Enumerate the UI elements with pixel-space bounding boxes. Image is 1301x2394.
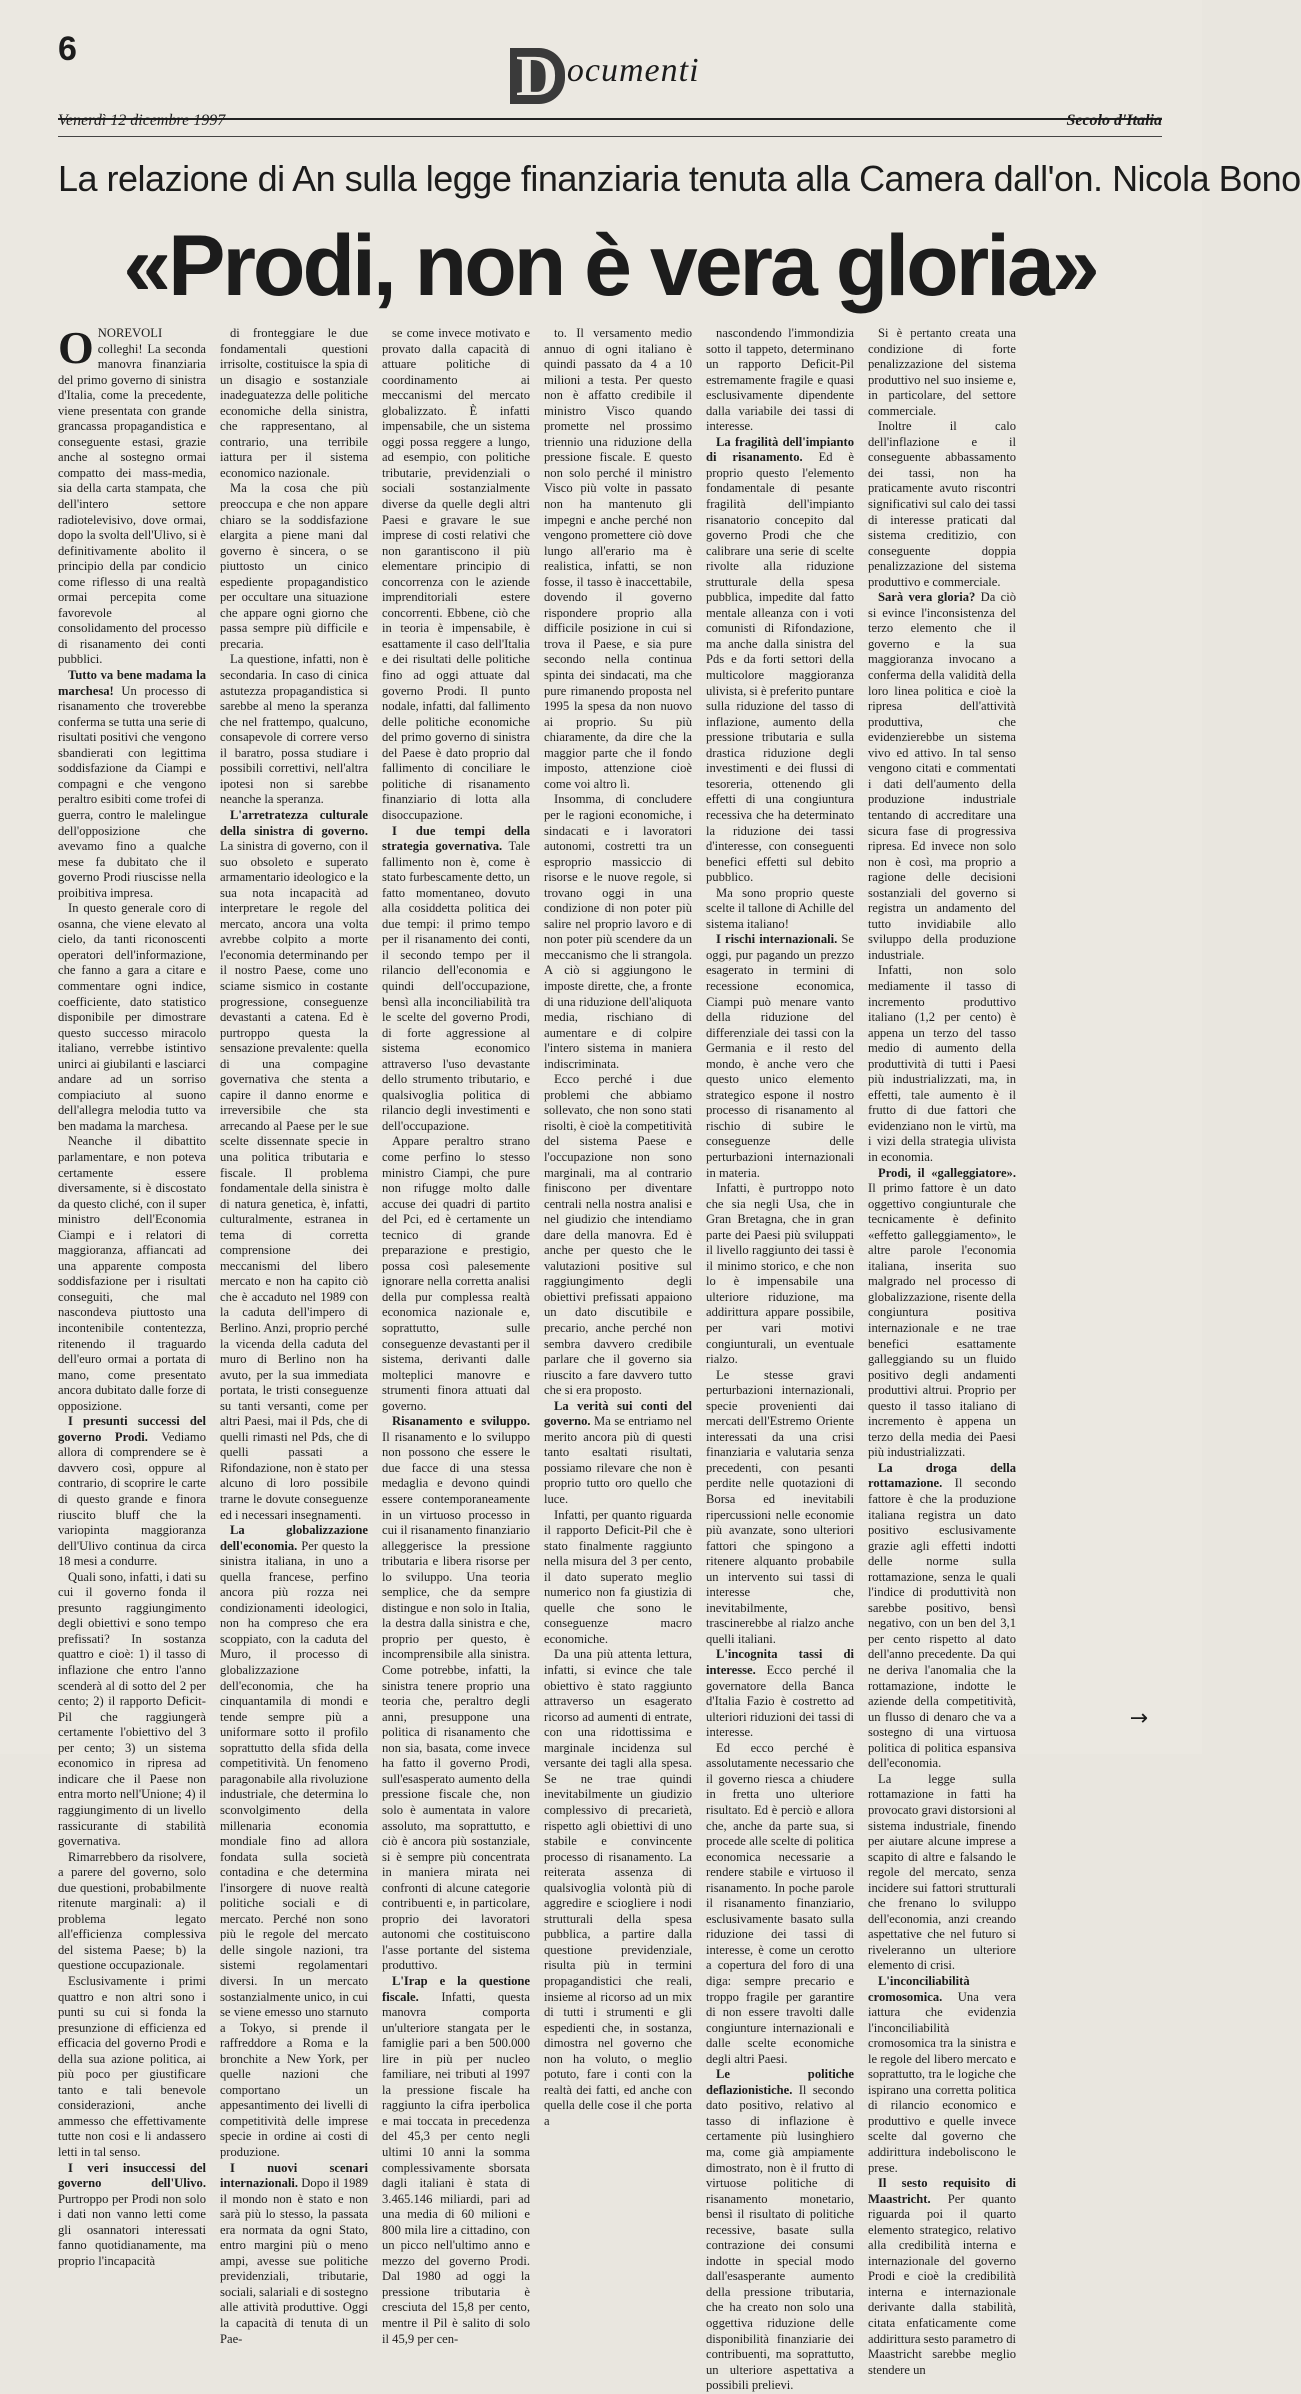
article-paragraph xyxy=(58,322,206,668)
subheading: La verità sui conti del governo. xyxy=(544,1398,692,1429)
article-paragraph xyxy=(706,886,854,933)
article-paragraph xyxy=(382,1134,530,1414)
subheading: L'inconciliabilità cromosomica. xyxy=(868,1973,970,2004)
paragraph-text: to. Il versamento medio annuo di ogni italiano è quindi passato da 4 a 10 milioni a testa. Per questo non è affatto credibile il ministro Visco quando promette nel prossimo triennio una riduzione della pressione fiscale. E questo non solo perché il ministro Visco più volte in passato non ha mantenuto gli impegni e anche perché non vengono promettere ciò dove lungo all'erario ma è realistica, infatti, se non fosse, il tasso è inaccettabile, dovendo il governo rispondere proprio alla difficile posizione in cui si trova il Paese, e sia pure secondo nella continua spinta dei sindacati, ma che pure rimanendo proposta nel 1995 la spesa da non nuovo ai proprio. Su più chiaramente, da dire che la maggior parte che il fondo imposto, attenzione cioè come voi altro lì. xyxy=(544,326,692,791)
article-paragraph xyxy=(58,668,206,901)
subheading: L'incognita tassi di interesse. xyxy=(706,1647,854,1678)
paragraph-text: Infatti, questa manovra comporta un'ulteriore stangata per le famiglie pari a ben 500.000 lire in più per nucleo familiare, nei tributi al 1997 la pressione fiscale ha raggiunto la cifra iperbolica e mai toccata in precedenza del 45,3 per cento negli ultimi 10 anni la somma complessivamente sborsata dagli italiani è stata di 3.465.146 miliardi, pari ad una media di 60 milioni e 800 mila lire a cittadino, con un picco nell'ultimo anno e mezzo del governo Prodi. Dal 1980 ad oggi la pressione tributaria è cresciuta del 15,8 per cento, mentre il Pil è salito di solo il 45,9 per cen- xyxy=(382,1989,530,2346)
article-paragraph xyxy=(868,2176,1016,2378)
paragraph-text: In questo generale coro di osanna, che viene elevato al cielo, da tanti riconoscenti operatori dell'informazione, che fanno a gara a citare e commentare ogni indice, coefficiente, dato statistico disponibile per dimostrare questo successo miracolo italiano, verrebbe istintivo unirci ai giubilanti e lasciarci andare ad un sorriso compiaciuto al suono dell'allegra melodia tutto va ben madama la marchesa. xyxy=(58,901,206,1133)
paragraph-text: Esclusivamente i primi quattro e non altri sono i punti su cui si fonda la presunzione di efficienza ed efficacia del governo Prodi e della sua azione politica, ai più poco per giustificare tanto e tali benevole considerazioni, anche ammesso che effettivamente tutte non cosi e li andassero letti in tal senso. xyxy=(58,1973,206,2159)
paragraph-text: Infatti, non solo mediamente il tasso di incremento produttivo italiano (1,2 per cento) è appena un terzo del tasso medio di aumento della produttività di tutti i Paesi più industrializzati, ma, in effetti, tale aumento è il frutto di due fattori che evidenziano non le virtù, ma i vizi della strategia ulivista in economia. xyxy=(868,963,1016,1164)
paragraph-text: La legge sulla rottamazione in fatti ha provocato gravi distorsioni al sistema industriale, finendo per aiutare alcune imprese a scapito di altre e falsando le regole del mercato, senza incidere sui fattori strutturali che frenano lo sviluppo dell'economia, anzi creando aspettative che nel futuro si riveleranno un ulteriore elemento di crisi. xyxy=(868,1771,1016,1973)
paragraph-text: Inoltre il calo dell'inflazione e il conseguente abbassamento dei tassi, non ha praticamente avuto riscontri significativi sul calo dei tassi di interesse praticati dal sistema creditizio, con conseguente doppia penalizzazione del sistema produttivo e commerciale. xyxy=(868,419,1016,589)
paragraph-text: nascondendo l'immondizia sotto il tappeto, determinano un rapporto Deficit-Pil estremamente fragile e quasi esclusivamente dipendente dalla variabile dei tassi di interesse. xyxy=(706,326,854,434)
paragraph-text: di fronteggiare le due fondamentali questioni irrisolte, costituisce la spia di un disagio e sostanziale inadeguatezza delle politiche economiche della sinistra, che rappresentano, al contrario, una terribile iattura per il sistema economico nazionale. xyxy=(220,326,368,480)
paragraph-text: Tale fallimento non è, come è stato furbescamente detto, un fatto momentaneo, dovuto alla cosiddetta politica dei due tempi: il primo tempo per il risanamento dei conti, il secondo tempo per il rilancio dell'economia e quindi dell'occupazione, bensì alla inconciliabilità tra le scelte del governo Prodi, di forte aggressione al sistema economico attraverso l'uso devastante dello strumento tributario, e qualsivoglia politica di rilancio degli investimenti e dell'occupazione. xyxy=(382,839,531,1133)
paragraph-text: Infatti, è purtroppo noto che sia negli Usa, che in Gran Bretagna, che in gran parte dei Paesi più sviluppati il livello raggiunto dei tassi è il minimo storico, e che non lo è impensabile una ulteriore riduzione, ma addirittura appare possibile, per vari motivi congiunturali, un eventuale rialzo. xyxy=(706,1181,854,1367)
subheading: Prodi, il «galleggiatore». xyxy=(878,1165,1016,1180)
article-paragraph xyxy=(706,1181,854,1368)
paragraph-text: Si è pertanto creata una condizione di forte penalizzazione del sistema produttivo nel suo insieme e, in particolare, del settore commerciale. xyxy=(868,326,1016,418)
subheading: La globalizzazione dell'economia. xyxy=(220,1523,368,1553)
article-paragraph xyxy=(58,1414,206,1569)
article-paragraph xyxy=(706,1368,854,1648)
paragraph-text: Il secondo fattore è che la produzione italiana registra un dato positivo esclusivamente grazie agli effetti indotti delle norme sulla rottamazione, senza le quali l'indice di produttività non sarebbe positivo, bensì negativo, con un ben del 3,1 per cento rispetto al dato dell'anno precedente. Da qui ne deriva l'anomalia che la rottamazione, indotte le aziende della competitività, un flusso di denaro che va a sostegno di una virtuosa politica di politica espansiva dell'economia. xyxy=(868,1476,1016,1771)
article-paragraph xyxy=(220,808,368,1523)
paragraph-text: Il primo fattore è un dato oggettivo congiunturale che tecnicamente è definito «effetto galleggiamento», le altre parole l'economia italiana, inserita suo malgrado nel processo di globalizzazione, risente della congiuntura positiva internazionale e ne trae benefici esattamente galleggiando su un fluido positivo degli andamenti produttivi altrui. Proprio per questo il tasso italiano di incremento è appena un terzo della media dei Paesi più industrializzati. xyxy=(868,1181,1016,1460)
article-paragraph xyxy=(58,2161,206,2270)
paragraph-text: Ecco perché i due problemi che abbiamo sollevato, che non sono stati risolti, è cioè la competitività del sistema Paese e l'occupazione non sono marginali, ma al contrario finiscono per diventare centrali nella nostra analisi e nel giudizio che intendiamo dare della manovra. Ed è anche per questo che le valutazioni positive sul raggiungimento degli obiettivi prefissati appaiono un dato discutibile e precario, anche perché non sembra davvero credibile parlare che il governo sia riuscito a fare davvero tutto che si era proposto. xyxy=(544,1072,692,1398)
paragraph-text: Ma sono proprio queste scelte il tallone di Achille del sistema italiano! xyxy=(706,885,854,931)
article-paragraph xyxy=(544,1399,692,1508)
paragraph-text: Dopo il 1989 il mondo non è stato e non sarà più lo stesso, la passata era normata da ogni Stato, entro margini più o meno ampi, avesse sue politiche previdenziali, tributarie, sociali, salariali e di sostegno alle attività produttive. Oggi la capacità di tenuta di un Pae- xyxy=(220,2176,369,2346)
article-paragraph xyxy=(58,1974,206,2161)
article-paragraph xyxy=(58,1134,206,1414)
subheading: L'arretratezza culturale della sinistra di governo. xyxy=(220,807,368,838)
article-paragraph xyxy=(706,1647,854,1740)
article-paragraph xyxy=(706,932,854,1181)
paragraph-text: Neanche il dibattito parlamentare, e non poteva certamente essere diversamente, si è discostato da questo cliché, con il super ministro dell'Economia Ciampi e i relatori di maggioranza, affiancati ad una apparente composta soddisfazione per i risultati conseguiti, che mal nascondeva piuttosto una incontenibile contentezza, ritenendo il traguardo dell'euro ormai a portata di mano, come presentato ancora dubitato dalle forze di opposizione. xyxy=(58,1134,206,1413)
paragraph-text: Rimarrebbero da risolvere, a parere del governo, solo due questioni, probabilmente ritenute marginali: a) il problema legato all'efficienza complessiva del sistema Paese; b) la questione occupazionale. xyxy=(58,1849,206,1973)
article-paragraph xyxy=(58,1570,206,1850)
article-paragraph xyxy=(868,590,1016,963)
paragraph-text: Ed è proprio questo l'elemento fondamentale di pesante fragilità dell'impianto risanatorio concepito dal governo Prodi che che calibrare una serie di scelte rivolte alla riduzione strutturale della spesa pubblica, impedite dal fatto mentale alleanza con i voti comunisti di Rifondazione, ma anche dalla sinistra del Pds e da forti settori della multicolore maggioranza ulivista, si è preferito puntare sulla riduzione del tasso di inflazione, aumento della pressione tributaria e sulla drastica riduzione degli investimenti e dei flussi di tesoreria, ottenendo gli effetti di una congiuntura recessiva che ha determinato la riduzione dei tassi d'interesse, con conseguenti benefici effetti sul debito pubblico. xyxy=(706,450,855,885)
paragraph-text: La sinistra di governo, con il suo obsoleto e superato armamentario ideologico e la sua nota incapacità ad interpretare le regole del mercato, ancora una volta avrebbe colpito a morte l'economia determinando per il nostro Paese, come uno sciame sismico in costante progressione, conseguenze devastanti a catena. Ed è purtroppo questa la sensazione prevalente: quella di una compagine governativa che stenta a capire il danno enorme e irreversibile che sta arrecando al Paese per le sue scelte dissennate specie in una politica tributaria e fiscale. Il problema fondamentale della sinistra è di natura genetica, è, infatti, culturalmente, estranea in tema di corretta comprensione dei meccanismi del libero mercato e non ha capito ciò che è accaduto nel 1989 con la caduta dell'impero di Berlino. Anzi, proprio perché la vicenda della caduta del muro di Berlino non ha avuto, per la sua immediata portata, le tristi conseguenze su tanti versanti, come per altri Paesi, mai il Pds, che di quelli rimasti nel Pds, che di quelli passati a Rifondazione, non è stato per alcuno di loro possibile trarne le dovute conseguenze ed i necessari insegnamenti. xyxy=(220,839,368,1522)
article-paragraph xyxy=(544,1072,692,1398)
article-column xyxy=(58,322,206,2394)
masthead: Secolo d'Italia xyxy=(1066,112,1162,129)
paragraph-text: Una vera iattura che evidenzia l'inconciliabilità cromosomica tra la sinistra e le regole del libero mercato e soprattutto, tra le logiche che ispirano una corretta politica di rilancio economico e produttivo e quelle invece scelte dal governo che addirittura indeboliscono le prese. xyxy=(868,1989,1016,2175)
subheading: Sarà vera gloria? xyxy=(878,590,976,605)
paragraph-text: Ma se entriamo nel merito ancora più di questi tanto esaltati risultati, possiamo rilevare che non è proprio tutto oro quello che luce. xyxy=(544,1414,692,1507)
article-paragraph xyxy=(58,1850,206,1974)
article-paragraph xyxy=(220,1523,368,2160)
paragraph-text: Da una più attenta lettura, infatti, si evince che tale obiettivo è stato raggiunto attraverso un esagerato ricorso ad aumenti di entrate, con una ridottissima e marginale incidenza sul versante dei tagli alla spesa. Se ne trae quindi inevitabilmente un giudizio complessivo di precarietà, rispetto agli obiettivi di uno stabile e convincente processo di risanamento. La reiterata assenza di qualsivoglia volontà più di aggredire e sciogliere i nodi strutturali della spesa pubblica, a partire dalla questione previdenziale, risulta più in termini propagandistici che reali, insieme al ricorso ad un mix di tutti i strumenti e gli espedienti che, in sostanza, dimostra nel governo che non ha voluto, o meglio potuto, fare i conti con la realtà dei fatti, ed anche con quella delle cose il che porta a xyxy=(544,1647,692,2128)
article-paragraph xyxy=(868,1974,1016,2176)
paragraph-text: Il secondo dato positivo, relativo al tasso di inflazione è certamente più lusinghiero ma, come già ampiamente dimostrato, non è il frutto di virtuose politiche di risanamento monetario, bensì il risultato di politiche recessive, basate sulla contrazione dei consumi indotte in special modo dall'esasperante aumento della pressione tributaria, che ha creato non solo una oggettiva riduzione delle disponibilità finanziarie dei contribuenti, ma soprattutto, un ulteriore aspettativa a possibili prelievi. xyxy=(706,2082,854,2393)
kicker: La relazione di An sulla legge finanziaria tenuta alla Camera dall'on. Nicola Bono xyxy=(58,158,1301,199)
paragraph-text: Infatti, per quanto riguarda il rapporto Deficit-Pil che è stato finalmente raggiunto nella misura del 3 per cento, il dato superato meglio numerico non fa giustizia di quelle che sono le conseguenze macro economiche. xyxy=(544,1507,692,1646)
article-paragraph xyxy=(868,419,1016,590)
paragraph-text: Purtroppo per Prodi non solo i dati non vanno letti come gli osannatori interessati fanno quotidianamente, ma proprio l'incapacità xyxy=(58,2191,206,2268)
subheading: I veri insuccessi del governo dell'Ulivo. xyxy=(58,2160,206,2191)
paragraph-text: Vediamo allora di comprendere se è davvero così, oppure al contrario, di scoprire le carte di questo grande e finora riuscito bluff che la variopinta maggioranza dell'Ulivo continua da circa 18 mesi a condurre. xyxy=(58,1429,206,1569)
article-paragraph xyxy=(706,326,854,435)
article-column xyxy=(544,326,692,2394)
article-paragraph xyxy=(544,1508,692,1648)
article-paragraph xyxy=(382,1414,530,1974)
article-paragraph xyxy=(868,1772,1016,1974)
article-paragraph xyxy=(706,435,854,886)
bottom-rule xyxy=(58,136,1162,137)
subheading: La fragilità dell'impianto di risanamento. xyxy=(706,434,854,465)
subheading: Le politiche deflazionistiche. xyxy=(706,2067,854,2097)
article-paragraph xyxy=(58,901,206,1134)
article-paragraph xyxy=(220,652,368,807)
article-paragraph xyxy=(544,792,692,1072)
article-paragraph xyxy=(544,1647,692,2129)
section-rest: ocumenti xyxy=(566,52,700,89)
drop-cap: O xyxy=(58,322,94,373)
subheading: Il sesto requisito di Maastricht. xyxy=(868,2176,1016,2206)
continue-arrow-icon: → xyxy=(1129,1706,1148,1731)
subheading: I nuovi scenari internazionali. xyxy=(220,2160,368,2191)
article-column xyxy=(868,326,1016,2394)
paragraph-text: La questione, infatti, non è secondaria. In caso di cinica astutezza propagandistica si sarebbe al meno la speranza che nel frattempo, qualcuno, consapevole di correre verso il baratro, possa studiare i possibili correttivi, nell'altra ipotesi non si sarebbe neanche la speranza. xyxy=(220,652,368,807)
article-paragraph xyxy=(868,326,1016,419)
article-paragraph xyxy=(868,963,1016,1165)
section-initial: D xyxy=(510,48,565,104)
article-paragraph xyxy=(220,481,368,652)
article-paragraph xyxy=(868,1461,1016,1772)
article-column xyxy=(220,326,368,2394)
paragraph-text: Un processo di risanamento che troverebbe conferma se tutta una serie di risultati positivi che vengono sbandierati con legittima soddisfazione da Ciampi e compagni e che vengono peraltro esibiti come trofei di guerra, contro le malelingue dell'opposizione che avevamo fino a qualche mese fa dubitato che il governo Prodi riuscisse nella proibitiva impresa. xyxy=(58,683,206,900)
article-paragraph xyxy=(382,1974,530,2347)
article-column xyxy=(706,326,854,2394)
article-paragraph xyxy=(706,1741,854,2067)
article-paragraph xyxy=(544,326,692,792)
article-paragraph xyxy=(220,2161,368,2348)
subheading: I rischi internazionali. xyxy=(716,932,838,947)
article-paragraph xyxy=(868,1166,1016,1461)
paragraph-text: NOREVOLI colleghi! La seconda manovra finanziaria del primo governo di sinistra d'Italia, come la precedente, viene presentata con grande grancassa propagandistica e conseguente estasi, grazie anche al sostegno ormai compatto dei mass-media, sia della carta stampata, che dell'intero settore radiotelevisivo, dove ormai, dopo la svolta dell'Ulivo, si è definitivamente abolito il principio della par condicio come riflesso di una realtà ormai percepita come favorevole al consolidamento del processo di risanamento dei conti pubblici. xyxy=(58,326,206,667)
headline: «Prodi, non è vera gloria» xyxy=(123,218,1097,314)
paragraph-text: se come invece motivato e provato dalla capacità di attuare politiche di coordinamento ai meccanismi del mercato globalizzato. È infatti impensabile, che un sistema oggi possa reggere a lungo, ad esempio, con politiche tributarie, previdenziali o sociali sostanzialmente diverse da quelle degli altri Paesi e gravare le sue imprese di costi relativi che non garantiscono il più elementare principio di concorrenza con le aziende imprenditoriali estere concorrenti. Ebbene, ciò che in teoria è impensabile, è esattamente il caso dell'Italia e dei risultati delle politiche fino ad oggi attuate dal governo Prodi. Il punto nodale, infatti, dal fallimento delle politiche economiche del primo governo di sinistra del Paese è dato proprio dal fallimento di conciliare le politiche di risanamento finanziario di lotta alla disoccupazione. xyxy=(382,326,530,822)
subheading: L'Irap e la questione fiscale. xyxy=(382,1973,530,2004)
paragraph-text: Insomma, di concludere per le ragioni economiche, i sindacati e i lavoratori autonomi, costretti tra un esproprio massiccio di risorse e le nuove regole, si trovano oggi in una condizione di non poter più salire nel proprio lavoro e di non poter più scendere da un meccanismo che li strangola. A ciò si aggiungono le imposte dirette, che, a fronte di una riduzione dell'aliquota media, rischiano di aumentare e di colpire l'intero sistema in maniera indiscriminata. xyxy=(544,792,692,1071)
paragraph-text: Ecco perché il governatore della Banca d'Italia Fazio è costretto ad ulteriori riduzioni dei tassi di interesse. xyxy=(706,1663,854,1740)
paragraph-text: Appare peraltro strano come perfino lo stesso ministro Ciampi, che pure non rifugge molto dalle accuse dei quadri di partito del Pci, ed è certamente un tecnico di grande preparazione e prestigio, possa così palesemente ignorare nella corretta analisi della pur complessa realtà economica nazionale e, soprattutto, sulle conseguenze devastanti per il sistema, derivanti dalle molteplici manovre e strumenti finora attuati dal governo. xyxy=(382,1134,530,1413)
article-column xyxy=(382,326,530,2394)
paragraph-text: Se oggi, pur pagando un prezzo esagerato in termini di recessione economica, Ciampi può menare vanto della riduzione del differenziale dei tassi con la Germania e il resto del mondo, è anche vero che questo unico elemento strategico espone il nostro processo di risanamento al rischio di subire le conseguenze delle perturbazioni internazionali in materia. xyxy=(706,932,854,1180)
subheading: La droga della rottamazione. xyxy=(868,1460,1016,1491)
article-paragraph xyxy=(220,326,368,481)
subheading: Tutto va bene madama la marchesa! xyxy=(58,668,206,698)
article-paragraph xyxy=(706,2067,854,2393)
dateline: Venerdì 12 dicembre 1997 xyxy=(58,112,226,129)
article-paragraph xyxy=(382,326,530,824)
page-number: 6 xyxy=(58,30,77,68)
paragraph-text: Da ciò si evince l'inconsistenza del terzo elemento che il governo e la sua maggioranza invocano a conferma della validità della loro linea politica e cioè la ripresa dell'attività produttiva, che evidenzierebbe un sistema vivo ed attivo. In tal senso vengono citati e commentati i dati dell'aumento della produzione industriale tentando di accreditare una sicura fase di progressiva ripresa. Ed invece non solo non è così, ma proprio a ragione delle decisioni sostanziali del governo si registra un andamento del tutto invidiabile allo sviluppo della produzione industriale. xyxy=(868,590,1016,962)
paragraph-text: Quali sono, infatti, i dati su cui il governo fonda il presunto raggiungimento degli obiettivi e sono tempo prefissati? In sostanza quattro e cioè: 1) il tasso di inflazione che entro l'anno scenderà al di sotto del 2 per cento; 2) il rapporto Deficit-Pil che raggiungerà certamente l'obiettivo del 3 per cento; 3) un sistema economico in ripresa ad indicare che il Paese non entra morto nell'Unione; 4) il raggiungimento di un livello rassicurante di stabilità governativa. xyxy=(58,1569,206,1849)
subheading: I due tempi della strategia governativa. xyxy=(382,823,530,854)
subheading: I presunti successi del governo Prodi. xyxy=(58,1414,206,1444)
paragraph-text: Le stesse gravi perturbazioni internazionali, specie provenienti dai mercati dell'Estremo Oriente interessati da una crisi finanziaria e valutaria senza precedenti, con pesanti perdite nelle quotazioni di Borsa ed inevitabili ripercussioni nelle economie più avanzate, sono ulteriori fattori che spingono a ritenere alquanto probabile un intervento sui tassi di interesse che, inevitabilmente, trascinerebbe al rialzo anche quelli italiani. xyxy=(706,1367,854,1646)
article-paragraph xyxy=(382,824,530,1135)
paragraph-text: Per quanto riguarda poi il quarto elemento strategico, relativo alla credibilità interna e internazionale del governo Prodi e cioè la credibilità interna e internazionale derivante dalla stabilità, citata enfaticamente come addirittura sesto parametro di Maastricht sarebbe meglio stendere un xyxy=(868,2191,1016,2377)
paragraph-text: Per questo la sinistra italiana, in uno a quella francese, perfino ancora più rozza nei condizionamenti ideologici, non ha compreso che era scoppiato, con la caduta del Muro, il processo di globalizzazione dell'economia, che ha cinquantamila di mondi e tende sempre più a uniformare sotto il profilo soprattutto della sfida della competitività. Un fenomeno paragonabile alla rivoluzione industriale, che determina lo sconvolgimento della millenaria economia mondiale fino ad allora fondata sulla società contadina e che determina l'insorgere di nuove realtà politiche sociali e di mercato. Perché non sono più le regole del mercato delle singole nazioni, tra sistemi regolamentari diversi. In un mercato sostanzialmente unico, in cui se viene emesso uno starnuto a Tokyo, si prende il raffreddore a Roma e la bronchite a New York, per quelle nazioni che comportano un appesantimento dei livelli di competitività delle imprese specie in ordine ai costi di produzione. xyxy=(220,1538,368,2159)
article-columns xyxy=(58,322,1178,2393)
section-title xyxy=(510,43,700,108)
paragraph-text: Ed ecco perché è assolutamente necessario che il governo riesca a chiudere in fretta uno ulteriore risultato. Ed è perciò e allora che, anche da parte sua, si procede alle scelte di politica economica necessarie a rendere stabile e virtuoso il risanamento. In poche parole il risanamento finanziario, esclusivamente basato sulla riduzione dei tassi di interesse, è come un cerotto a copertura del foro di una diga: sempre precario e troppo fragile per garantire di non essere travolti dalle congiunture internazionali e dalle scelte economiche degli altri Paesi. xyxy=(706,1740,854,2066)
paragraph-text: Il risanamento e lo sviluppo non possono che essere le due facce di una stessa medaglia e devono quindi essere contemporaneamente in un virtuoso processo in cui il risanamento finanziario alleggerisce la pressione tributaria e libera risorse per lo sviluppo. Una teoria semplice, che da sempre distingue e non solo in Italia, la destra dalla sinistra e che, proprio per questo, è incomprensibile alla sinistra. Come potrebbe, infatti, la sinistra tenere proprio una teoria che, peraltro degli anni, presuppone una politica di risanamento che non sia, basata, come invece ha fatto il governo Prodi, sull'esasperato aumento della pressione fiscale che, non solo è aumentata in valore assoluto, ma soprattutto, e ciò è ancora più sostanziale, si è sempre più concentrata in maniera mirata nei confronti di alcune categorie contribuenti e, in particolare, proprio dei lavoratori autonomi che costituiscono l'asse portante del sistema produttivo. xyxy=(382,1429,530,1973)
paragraph-text: Ma la cosa che più preoccupa e che non appare chiaro se la soddisfazione elargita a piene mani dal governo è sincera, o se piuttosto un cinico espediente propagandistico per occultare una situazione che appare ogni giorno che passa sempre più difficile e precaria. xyxy=(220,481,368,651)
subheading: Risanamento e sviluppo. xyxy=(392,1414,530,1429)
